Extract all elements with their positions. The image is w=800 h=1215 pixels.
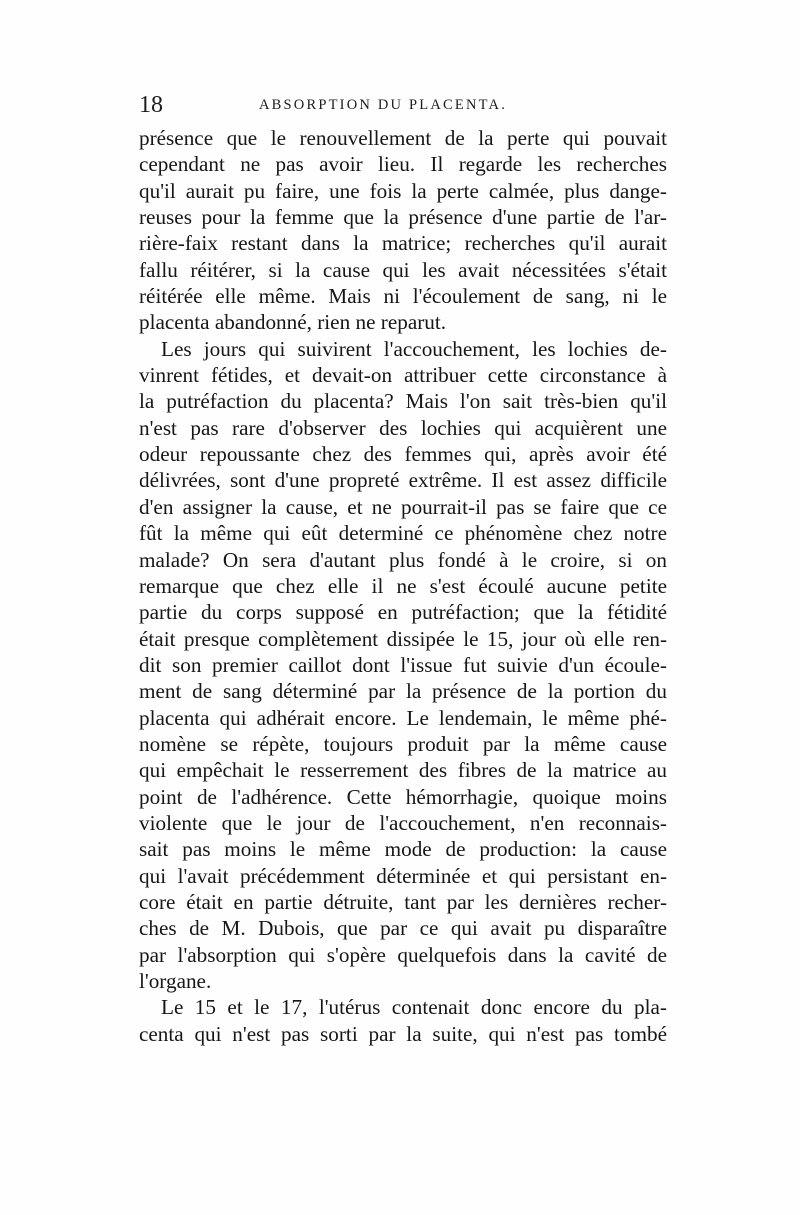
text-line: fallu réitérer, si la cause qui les avait nécessitées s'était bbox=[139, 257, 667, 282]
text-line: Le 15 et le 17, l'utérus contenait donc encore du pla- bbox=[161, 995, 667, 1020]
text-line: dit son premier caillot dont l'issue fut suivie d'un écoule- bbox=[139, 652, 667, 677]
text-line: Les jours qui suivirent l'accouchement, les lochies de- bbox=[161, 336, 667, 361]
paragraph bbox=[139, 336, 667, 995]
text-line: vinrent fétides, et devait-on attribuer cette circonstance à bbox=[139, 363, 667, 388]
text-line: d'en assigner la cause, et ne pourrait-il pas se faire que ce bbox=[139, 494, 667, 519]
text-line: qui l'avait précédemment déterminée et qui persistant en- bbox=[139, 863, 667, 888]
text-line: centa qui n'est pas sorti par la suite, qui n'est pas tombé bbox=[139, 1021, 667, 1046]
text-line: ches de M. Dubois, que par ce qui avait pu disparaître bbox=[139, 916, 667, 941]
paragraph bbox=[139, 125, 667, 336]
text-line: remarque que chez elle il ne s'est écoulé aucune petite bbox=[139, 573, 667, 598]
text-line: violente que le jour de l'accouchement, n'en reconnais- bbox=[139, 810, 667, 835]
text-line: placenta abandonné, rien ne reparut. bbox=[139, 310, 447, 335]
text-line: partie du corps supposé en putréfaction; que la fétidité bbox=[139, 600, 667, 625]
text-line: présence que le renouvellement de la perte qui pouvait bbox=[139, 126, 667, 150]
text-line: rière-faix restant dans la matrice; recherches qu'il aurait bbox=[139, 231, 667, 256]
text-line: n'est pas rare d'observer des lochies qui acquièrent une bbox=[139, 415, 667, 440]
text-line: odeur repoussante chez des femmes qui, après avoir été bbox=[139, 442, 667, 467]
text-line: sait pas moins le même mode de production: la cause bbox=[139, 837, 667, 862]
text-line: était presque complètement dissipée le 15, jour où elle ren- bbox=[139, 626, 667, 651]
text-line: placenta qui adhérait encore. Le lendemain, le même phé- bbox=[139, 705, 667, 730]
page-header bbox=[139, 90, 667, 120]
text-line: la putréfaction du placenta? Mais l'on sait très-bien qu'il bbox=[139, 389, 667, 414]
text-line: core était en partie détruite, tant par les dernières recher- bbox=[139, 889, 667, 914]
text-line: l'organe. bbox=[139, 969, 212, 993]
text-line: délivrées, sont d'une propreté extrême. Il est assez difficile bbox=[139, 468, 667, 493]
body-text bbox=[139, 125, 667, 1047]
text-line: point de l'adhérence. Cette hémorrhagie, quoique moins bbox=[139, 784, 667, 809]
text-line: malade? On sera d'autant plus fondé à le croire, si on bbox=[139, 547, 667, 572]
text-line: fût la même qui eût determiné ce phénomène chez notre bbox=[139, 521, 667, 546]
running-title: ABSORPTION DU PLACENTA. bbox=[259, 97, 508, 113]
text-line: cependant ne pas avoir lieu. Il regarde les recherches bbox=[139, 152, 667, 177]
text-line: nomène se répète, toujours produit par la même cause bbox=[139, 731, 667, 756]
page-number: 18 bbox=[139, 92, 163, 118]
paragraph bbox=[139, 994, 667, 1047]
text-line: par l'absorption qui s'opère quelquefois dans la cavité de bbox=[139, 942, 667, 967]
text-line: qui empêchait le resserrement des fibres de la matrice au bbox=[139, 758, 667, 783]
text-line: qu'il aurait pu faire, une fois la perte calmée, plus dange- bbox=[139, 178, 667, 203]
text-line: ment de sang déterminé par la présence de la portion du bbox=[139, 679, 667, 704]
text-line: reuses pour la femme que la présence d'une partie de l'ar- bbox=[139, 205, 667, 230]
text-line: réitérée elle même. Mais ni l'écoulement de sang, ni le bbox=[139, 284, 667, 309]
